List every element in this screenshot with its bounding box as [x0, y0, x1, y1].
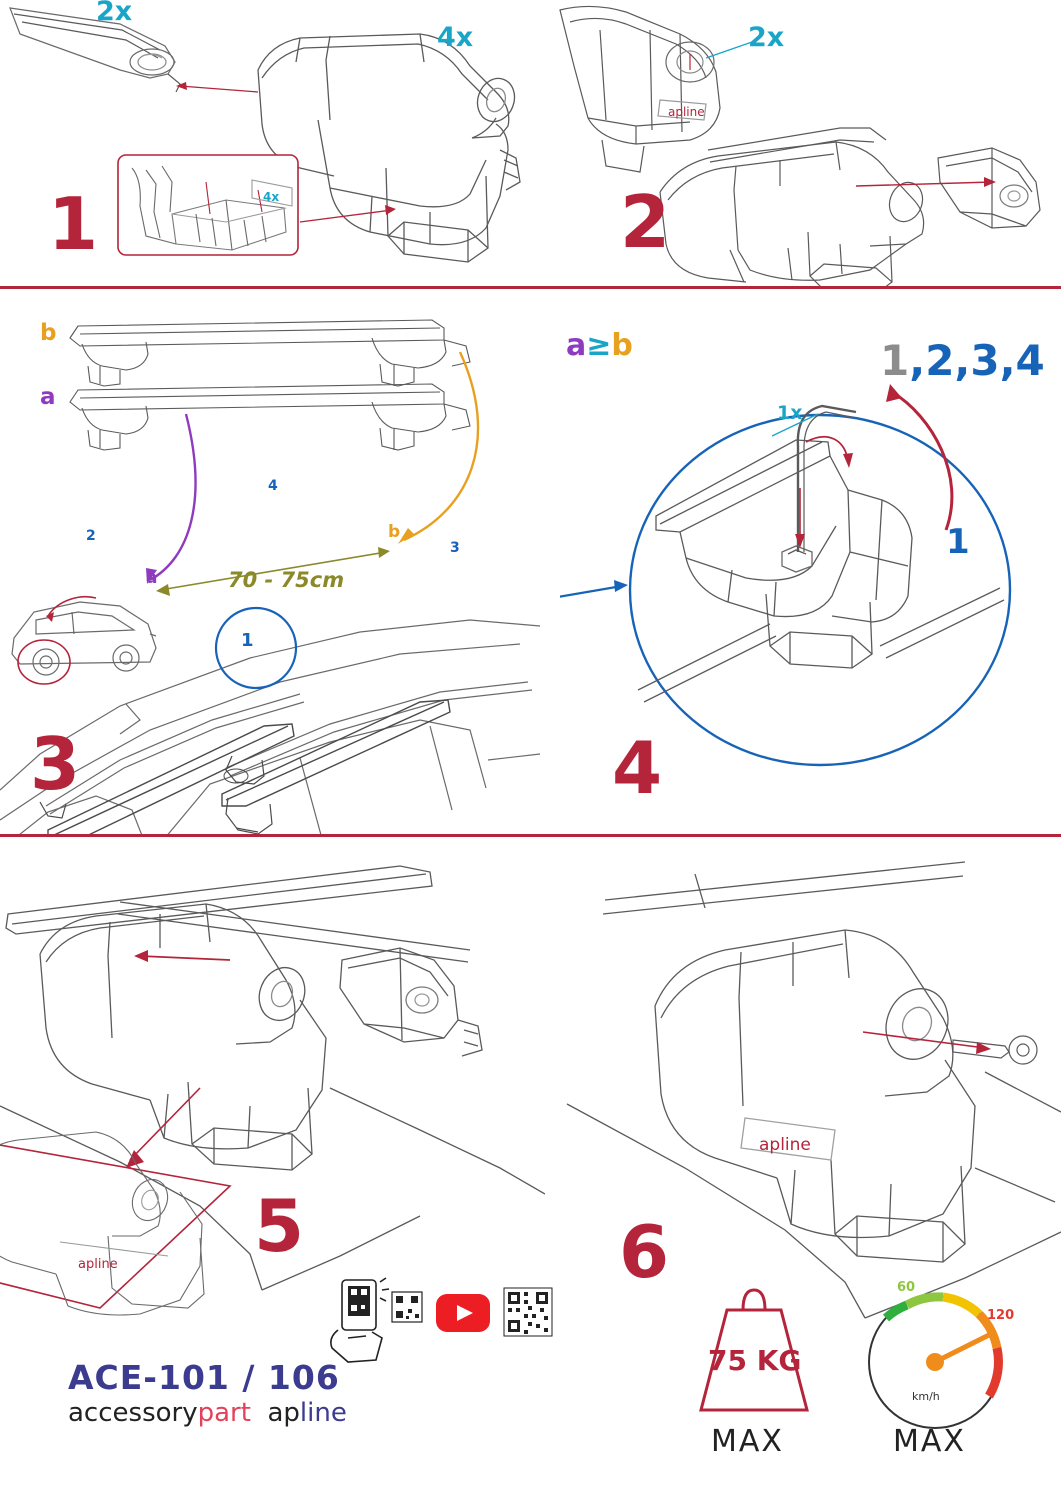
rule-operator: ≥ [586, 328, 612, 363]
speed-limit-icon [869, 1296, 1001, 1428]
speed-limit-caption: MAX [893, 1424, 966, 1459]
bar-label-b: b [40, 320, 57, 346]
step-4-panel [560, 290, 1061, 834]
step-3-panel [0, 290, 560, 834]
gauge-high-label: 120 [987, 1308, 1015, 1323]
brand-part: part [197, 1398, 251, 1428]
step-1-panel [0, 0, 540, 286]
bar-label-a: a [40, 384, 56, 410]
svg-text:apline: apline [668, 105, 705, 119]
brand-ap: ap [267, 1398, 300, 1428]
roof-bar-label-b: b [388, 522, 401, 542]
step-4-number: 4 [612, 726, 664, 810]
detail-highlight-circle [216, 608, 296, 688]
tool-qty-label: 1x [777, 402, 803, 424]
svg-text:apline: apline [78, 1257, 118, 1272]
weight-limit-value: 75 KG [708, 1344, 802, 1377]
roof-bar-label-a: a [146, 568, 158, 588]
qr-scan-phone-icon [331, 1278, 389, 1362]
step-2-panel [540, 0, 1061, 286]
media-icons [318, 1276, 558, 1366]
sequence-first: 1 [880, 336, 910, 385]
roof-marker-1: 1 [241, 630, 254, 651]
qty-label-pad: 4x [263, 190, 280, 204]
step-6-illustration [545, 838, 1061, 1500]
brand-line: line [299, 1398, 347, 1428]
sequence-rest: ,2,3,4 [909, 336, 1045, 385]
section-divider-1 [0, 286, 1061, 289]
model-code: ACE-101 / 106 [68, 1358, 340, 1397]
rule-label-b: b [611, 328, 633, 363]
qty-label-endcap: 2x [96, 0, 133, 27]
step-3-number: 3 [30, 722, 82, 806]
qty-label-foot: 4x [437, 22, 474, 53]
bar-spacing-dimension: 70 - 75cm [228, 568, 345, 592]
step-2-number: 2 [620, 180, 672, 264]
brand-lockup [68, 1398, 347, 1428]
section-divider-2 [0, 834, 1061, 837]
gauge-low-label: 60 [897, 1280, 916, 1295]
zoom-circle [630, 415, 1010, 765]
speed-unit-label: km/h [912, 1390, 940, 1403]
qty-label-lock: 2x [748, 22, 785, 53]
brand-accessory: accessory [68, 1398, 198, 1428]
youtube-icon [436, 1294, 490, 1332]
step-3-illustration [0, 290, 560, 834]
roof-marker-3: 3 [450, 540, 460, 556]
step-4-detail-index: 1 [946, 522, 970, 562]
qr-code-small-icon [392, 1292, 422, 1322]
step-6-number: 6 [619, 1210, 671, 1294]
roof-marker-2: 2 [86, 528, 96, 544]
step-1-number: 1 [48, 182, 100, 266]
tighten-sequence [880, 336, 1045, 385]
weight-limit-caption: MAX [711, 1424, 784, 1459]
roof-marker-4: 4 [268, 478, 278, 494]
step-5-number: 5 [254, 1184, 306, 1268]
qr-code-icon [504, 1288, 552, 1336]
step-6-panel [545, 838, 1061, 1500]
rule-label-a: a [566, 328, 587, 363]
svg-text:apline: apline [759, 1135, 811, 1155]
step-2-illustration [540, 0, 1061, 286]
